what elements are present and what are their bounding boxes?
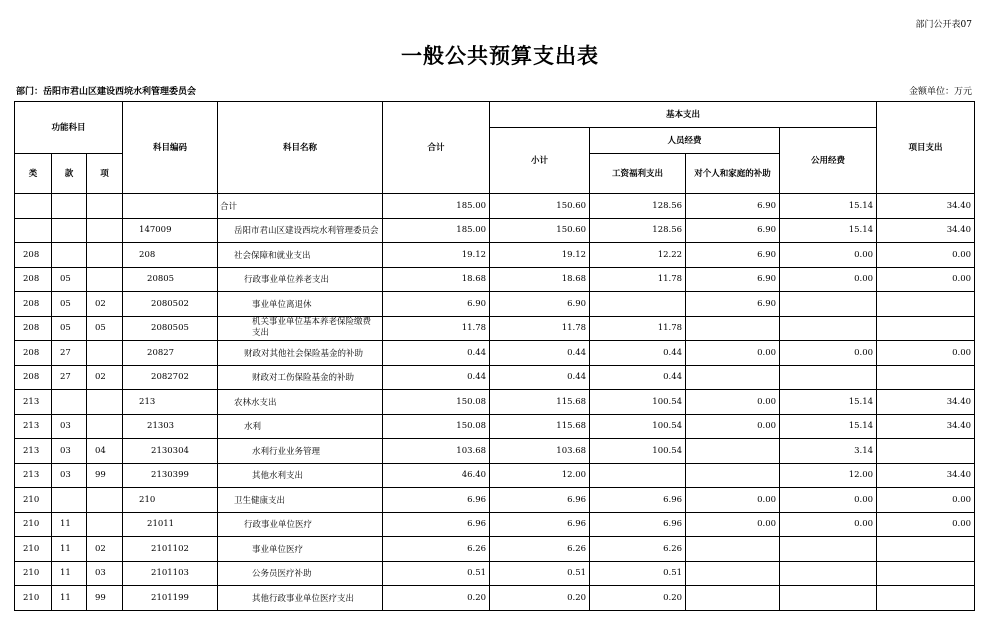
cell-kuan: 11: [52, 537, 87, 562]
cell-total: 6.96: [383, 488, 490, 513]
cell-name: 水利: [218, 414, 383, 439]
cell-total: 11.78: [383, 316, 490, 341]
cell-kuan: 11: [52, 561, 87, 586]
table-row: [15, 561, 975, 586]
header-salary: 工资福利支出: [590, 154, 686, 194]
cell-subtotal: 6.96: [490, 512, 590, 537]
cell-kuan: [52, 390, 87, 415]
cell-public: [780, 365, 877, 390]
cell-name: 水利行业业务管理: [218, 439, 383, 464]
cell-family: 0.00: [686, 488, 780, 513]
cell-xiang: [87, 267, 123, 292]
cell-public: [780, 586, 877, 611]
cell-public: 15.14: [780, 218, 877, 243]
header-lei: 类: [15, 154, 52, 194]
cell-subtotal: 0.44: [490, 365, 590, 390]
cell-name: 财政对工伤保险基金的补助: [218, 365, 383, 390]
cell-total: 6.26: [383, 537, 490, 562]
table-row: [15, 316, 975, 341]
cell-xiang: 02: [87, 365, 123, 390]
cell-total: 0.44: [383, 365, 490, 390]
cell-salary: 6.26: [590, 537, 686, 562]
cell-salary: 0.44: [590, 365, 686, 390]
cell-family: 0.00: [686, 341, 780, 366]
cell-project: 34.40: [877, 218, 975, 243]
cell-project: 34.40: [877, 390, 975, 415]
cell-name: 事业单位医疗: [218, 537, 383, 562]
cell-lei: 208: [15, 292, 52, 317]
cell-total: 0.44: [383, 341, 490, 366]
table-row: [15, 267, 975, 292]
cell-name: 岳阳市君山区建设西垸水利管理委员会: [218, 218, 383, 243]
cell-family: 6.90: [686, 267, 780, 292]
cell-subtotal: 0.51: [490, 561, 590, 586]
cell-xiang: 03: [87, 561, 123, 586]
cell-salary: 6.96: [590, 488, 686, 513]
cell-subtotal: 19.12: [490, 243, 590, 268]
cell-lei: 213: [15, 463, 52, 488]
cell-kuan: [52, 218, 87, 243]
cell-xiang: [87, 488, 123, 513]
cell-total: 46.40: [383, 463, 490, 488]
cell-public: [780, 561, 877, 586]
cell-salary: [590, 463, 686, 488]
cell-code: 21303: [123, 414, 218, 439]
page-title: 一般公共预算支出表: [401, 43, 599, 68]
table-row: [15, 586, 975, 611]
cell-family: [686, 537, 780, 562]
cell-public: 12.00: [780, 463, 877, 488]
cell-project: [877, 439, 975, 464]
table-row: [15, 292, 975, 317]
cell-lei: 208: [15, 341, 52, 366]
cell-kuan: 11: [52, 586, 87, 611]
cell-name: 合计: [218, 194, 383, 219]
cell-project: 0.00: [877, 488, 975, 513]
cell-project: 0.00: [877, 341, 975, 366]
table-row: [15, 463, 975, 488]
header-public: 公用经费: [780, 128, 877, 194]
cell-public: 15.14: [780, 390, 877, 415]
cell-salary: 100.54: [590, 390, 686, 415]
cell-kuan: [52, 488, 87, 513]
table-row: [15, 194, 975, 219]
cell-kuan: [52, 243, 87, 268]
cell-project: [877, 586, 975, 611]
cell-xiang: [87, 218, 123, 243]
cell-xiang: [87, 512, 123, 537]
cell-public: [780, 292, 877, 317]
cell-code: 2101103: [123, 561, 218, 586]
cell-salary: 11.78: [590, 267, 686, 292]
cell-kuan: 05: [52, 316, 87, 341]
header-basic: 基本支出: [490, 102, 877, 128]
cell-public: 0.00: [780, 243, 877, 268]
cell-xiang: 99: [87, 463, 123, 488]
cell-name: 机关事业单位基本养老保险缴费支出: [218, 316, 383, 341]
cell-code: 213: [123, 390, 218, 415]
cell-project: 34.40: [877, 194, 975, 219]
cell-subtotal: 150.60: [490, 218, 590, 243]
table-row: [15, 390, 975, 415]
cell-kuan: [52, 194, 87, 219]
header-project: 项目支出: [877, 102, 975, 194]
cell-public: [780, 537, 877, 562]
cell-code: 2130399: [123, 463, 218, 488]
form-number: 部门公开表07: [915, 20, 972, 30]
cell-kuan: 05: [52, 292, 87, 317]
cell-lei: 210: [15, 488, 52, 513]
cell-name: 社会保障和就业支出: [218, 243, 383, 268]
cell-xiang: [87, 414, 123, 439]
cell-code: 2082702: [123, 365, 218, 390]
header-xiang: 项: [87, 154, 123, 194]
cell-subtotal: 11.78: [490, 316, 590, 341]
cell-total: 103.68: [383, 439, 490, 464]
cell-total: 6.96: [383, 512, 490, 537]
cell-xiang: [87, 390, 123, 415]
cell-salary: 6.96: [590, 512, 686, 537]
cell-family: 6.90: [686, 292, 780, 317]
cell-name: 农林水支出: [218, 390, 383, 415]
cell-name: 行政事业单位医疗: [218, 512, 383, 537]
cell-family: 6.90: [686, 194, 780, 219]
table-body: [15, 194, 975, 611]
cell-subtotal: 150.60: [490, 194, 590, 219]
header-subject-code: 科目编码: [123, 102, 218, 194]
cell-code: 21011: [123, 512, 218, 537]
cell-public: 15.14: [780, 414, 877, 439]
cell-kuan: 11: [52, 512, 87, 537]
cell-code: [123, 194, 218, 219]
cell-subtotal: 103.68: [490, 439, 590, 464]
cell-lei: 213: [15, 390, 52, 415]
cell-name: 其他水利支出: [218, 463, 383, 488]
cell-family: 0.00: [686, 414, 780, 439]
cell-subtotal: 12.00: [490, 463, 590, 488]
cell-xiang: 05: [87, 316, 123, 341]
cell-total: 185.00: [383, 218, 490, 243]
cell-family: 0.00: [686, 512, 780, 537]
cell-salary: 0.20: [590, 586, 686, 611]
table-row: [15, 439, 975, 464]
table-row: [15, 341, 975, 366]
cell-lei: 210: [15, 512, 52, 537]
cell-name: 财政对其他社会保险基金的补助: [218, 341, 383, 366]
cell-salary: 12.22: [590, 243, 686, 268]
cell-public: 0.00: [780, 267, 877, 292]
cell-code: 2101199: [123, 586, 218, 611]
cell-project: 0.00: [877, 243, 975, 268]
cell-project: 34.40: [877, 414, 975, 439]
expenditure-table: [14, 101, 975, 611]
cell-lei: 208: [15, 243, 52, 268]
cell-xiang: [87, 194, 123, 219]
cell-code: 20827: [123, 341, 218, 366]
department-label: 部门：岳阳市君山区建设西垸水利管理委员会: [16, 87, 197, 97]
cell-family: 6.90: [686, 218, 780, 243]
cell-kuan: 27: [52, 365, 87, 390]
cell-salary: 0.51: [590, 561, 686, 586]
cell-kuan: 03: [52, 414, 87, 439]
cell-salary: 100.54: [590, 439, 686, 464]
cell-lei: 208: [15, 316, 52, 341]
cell-xiang: [87, 341, 123, 366]
cell-public: 0.00: [780, 488, 877, 513]
header-kuan: 款: [52, 154, 87, 194]
cell-family: [686, 316, 780, 341]
cell-project: [877, 316, 975, 341]
cell-lei: 208: [15, 365, 52, 390]
cell-salary: 128.56: [590, 194, 686, 219]
cell-public: 0.00: [780, 512, 877, 537]
cell-kuan: 05: [52, 267, 87, 292]
cell-project: [877, 537, 975, 562]
cell-total: 0.51: [383, 561, 490, 586]
cell-family: [686, 365, 780, 390]
cell-kuan: 03: [52, 439, 87, 464]
cell-project: [877, 292, 975, 317]
cell-total: 19.12: [383, 243, 490, 268]
cell-total: 150.08: [383, 414, 490, 439]
cell-xiang: 04: [87, 439, 123, 464]
cell-family: 6.90: [686, 243, 780, 268]
cell-lei: 210: [15, 537, 52, 562]
cell-code: 2080502: [123, 292, 218, 317]
cell-name: 其他行政事业单位医疗支出: [218, 586, 383, 611]
cell-lei: 208: [15, 267, 52, 292]
cell-xiang: 02: [87, 537, 123, 562]
cell-family: 0.00: [686, 390, 780, 415]
table-row: [15, 537, 975, 562]
cell-xiang: 99: [87, 586, 123, 611]
cell-family: [686, 463, 780, 488]
cell-subtotal: 6.96: [490, 488, 590, 513]
cell-total: 0.20: [383, 586, 490, 611]
cell-code: 2130304: [123, 439, 218, 464]
header-personnel: 人员经费: [590, 128, 780, 154]
cell-project: 0.00: [877, 267, 975, 292]
table-row: [15, 488, 975, 513]
cell-total: 150.08: [383, 390, 490, 415]
cell-code: 147009: [123, 218, 218, 243]
cell-code: 208: [123, 243, 218, 268]
cell-family: [686, 561, 780, 586]
cell-public: 0.00: [780, 341, 877, 366]
cell-salary: 11.78: [590, 316, 686, 341]
cell-lei: [15, 194, 52, 219]
amount-unit-label: 金额单位：万元: [908, 87, 972, 97]
cell-subtotal: 18.68: [490, 267, 590, 292]
cell-lei: 213: [15, 414, 52, 439]
table-row: [15, 512, 975, 537]
header-subtotal: 小计: [490, 128, 590, 194]
cell-code: 210: [123, 488, 218, 513]
cell-subtotal: 0.20: [490, 586, 590, 611]
cell-name: 公务员医疗补助: [218, 561, 383, 586]
cell-xiang: [87, 243, 123, 268]
cell-project: 34.40: [877, 463, 975, 488]
header-total: 合计: [383, 102, 490, 194]
cell-public: [780, 316, 877, 341]
cell-total: 185.00: [383, 194, 490, 219]
cell-project: [877, 561, 975, 586]
cell-kuan: 27: [52, 341, 87, 366]
cell-salary: [590, 292, 686, 317]
cell-lei: 210: [15, 586, 52, 611]
cell-lei: 213: [15, 439, 52, 464]
cell-code: 2101102: [123, 537, 218, 562]
header-func-subject: 功能科目: [15, 102, 123, 154]
cell-subtotal: 6.90: [490, 292, 590, 317]
cell-subtotal: 0.44: [490, 341, 590, 366]
header-subject-name: 科目名称: [218, 102, 383, 194]
cell-total: 18.68: [383, 267, 490, 292]
cell-salary: 100.54: [590, 414, 686, 439]
cell-code: 20805: [123, 267, 218, 292]
cell-subtotal: 115.68: [490, 390, 590, 415]
cell-project: 0.00: [877, 512, 975, 537]
cell-lei: 210: [15, 561, 52, 586]
header-family: 对个人和家庭的补助: [686, 154, 780, 194]
cell-subtotal: 115.68: [490, 414, 590, 439]
cell-code: 2080505: [123, 316, 218, 341]
cell-salary: 128.56: [590, 218, 686, 243]
cell-xiang: 02: [87, 292, 123, 317]
table-row: [15, 218, 975, 243]
cell-total: 6.90: [383, 292, 490, 317]
table-row: [15, 243, 975, 268]
cell-lei: [15, 218, 52, 243]
cell-subtotal: 6.26: [490, 537, 590, 562]
cell-kuan: 03: [52, 463, 87, 488]
cell-public: 15.14: [780, 194, 877, 219]
cell-salary: 0.44: [590, 341, 686, 366]
table-row: [15, 365, 975, 390]
cell-name: 卫生健康支出: [218, 488, 383, 513]
cell-public: 3.14: [780, 439, 877, 464]
cell-name: 行政事业单位养老支出: [218, 267, 383, 292]
table-row: [15, 414, 975, 439]
cell-name: 事业单位离退休: [218, 292, 383, 317]
cell-family: [686, 439, 780, 464]
cell-project: [877, 365, 975, 390]
cell-family: [686, 586, 780, 611]
